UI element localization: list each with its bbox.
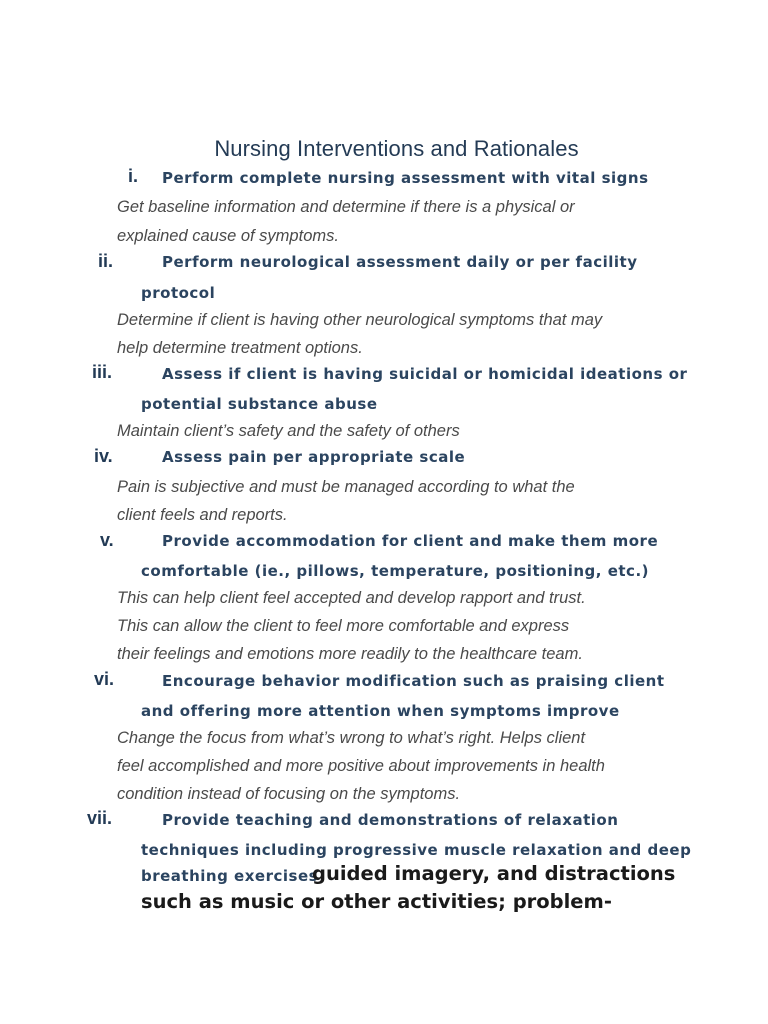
item-2-rationale-line-1: Determine if client is having other neurological symptoms that may	[117, 311, 603, 329]
item-1-rationale-line-1: Get baseline information and determine if there is a physical or	[117, 198, 575, 216]
item-5-numeral: v.	[100, 530, 114, 550]
item-6-rationale-line-3: condition instead of focusing on the symptoms.	[117, 785, 461, 803]
item-4-action-line-1: Assess pain per appropriate scale	[162, 448, 466, 466]
document-title: Nursing Interventions and Rationales	[214, 136, 579, 161]
item-5-action-line-2: comfortable (ie., pillows, temperature, positioning, etc.)	[141, 562, 650, 580]
item-5-rationale-line-3: their feelings and emotions more readily to the healthcare team.	[117, 645, 583, 663]
item-5-rationale-line-1: This can help client feel accepted and develop rapport and trust.	[117, 589, 586, 607]
item-4-rationale-line-1: Pain is subjective and must be managed according to what the	[117, 478, 575, 496]
item-6-numeral: vi.	[94, 669, 115, 689]
item-6-action-line-2: and offering more attention when symptoms improve	[141, 702, 620, 720]
item-5-action-line-1: Provide accommodation for client and make them more	[162, 532, 659, 550]
item-5-rationale-line-2: This can allow the client to feel more comfortable and express	[117, 617, 570, 635]
item-7-action-line-2: techniques including progressive muscle relaxation and deep	[141, 841, 692, 859]
item-6-rationale-line-1: Change the focus from what’s wrong to what’s right. Helps client	[117, 729, 586, 747]
item-3-rationale-line-1: Maintain client’s safety and the safety of others	[117, 422, 460, 440]
item-3-action-line-1: Assess if client is having suicidal or homicidal ideations or	[162, 365, 688, 383]
item-2-rationale-line-2: help determine treatment options.	[117, 339, 363, 357]
item-1-numeral: i.	[128, 166, 139, 186]
item-6-action-line-1: Encourage behavior modification such as praising client	[162, 672, 665, 690]
item-3-numeral: iii.	[92, 362, 113, 382]
item-2-numeral: ii.	[98, 251, 114, 271]
item-7-numeral: vii.	[87, 808, 113, 828]
item-7-action-line-3: breathing exercises	[141, 867, 319, 885]
item-4-rationale-line-2: client feels and reports.	[117, 506, 288, 524]
item-4-numeral: iv.	[94, 446, 113, 466]
item-3-action-line-2: potential substance abuse	[141, 395, 378, 413]
item-2-action-line-2: protocol	[141, 284, 216, 302]
item-7-action-line-1: Provide teaching and demonstrations of relaxation	[162, 811, 619, 829]
item-7-continuation-line-1: guided imagery, and distractions	[312, 862, 676, 885]
item-1-rationale-line-2: explained cause of symptoms.	[117, 227, 339, 245]
item-6-rationale-line-2: feel accomplished and more positive about improvements in health	[117, 757, 605, 775]
item-1-action-line-1: Perform complete nursing assessment with vital signs	[162, 169, 649, 187]
item-2-action-line-1: Perform neurological assessment daily or per facility	[162, 253, 638, 271]
item-7-continuation-line-2: such as music or other activities; problem-	[141, 890, 612, 913]
